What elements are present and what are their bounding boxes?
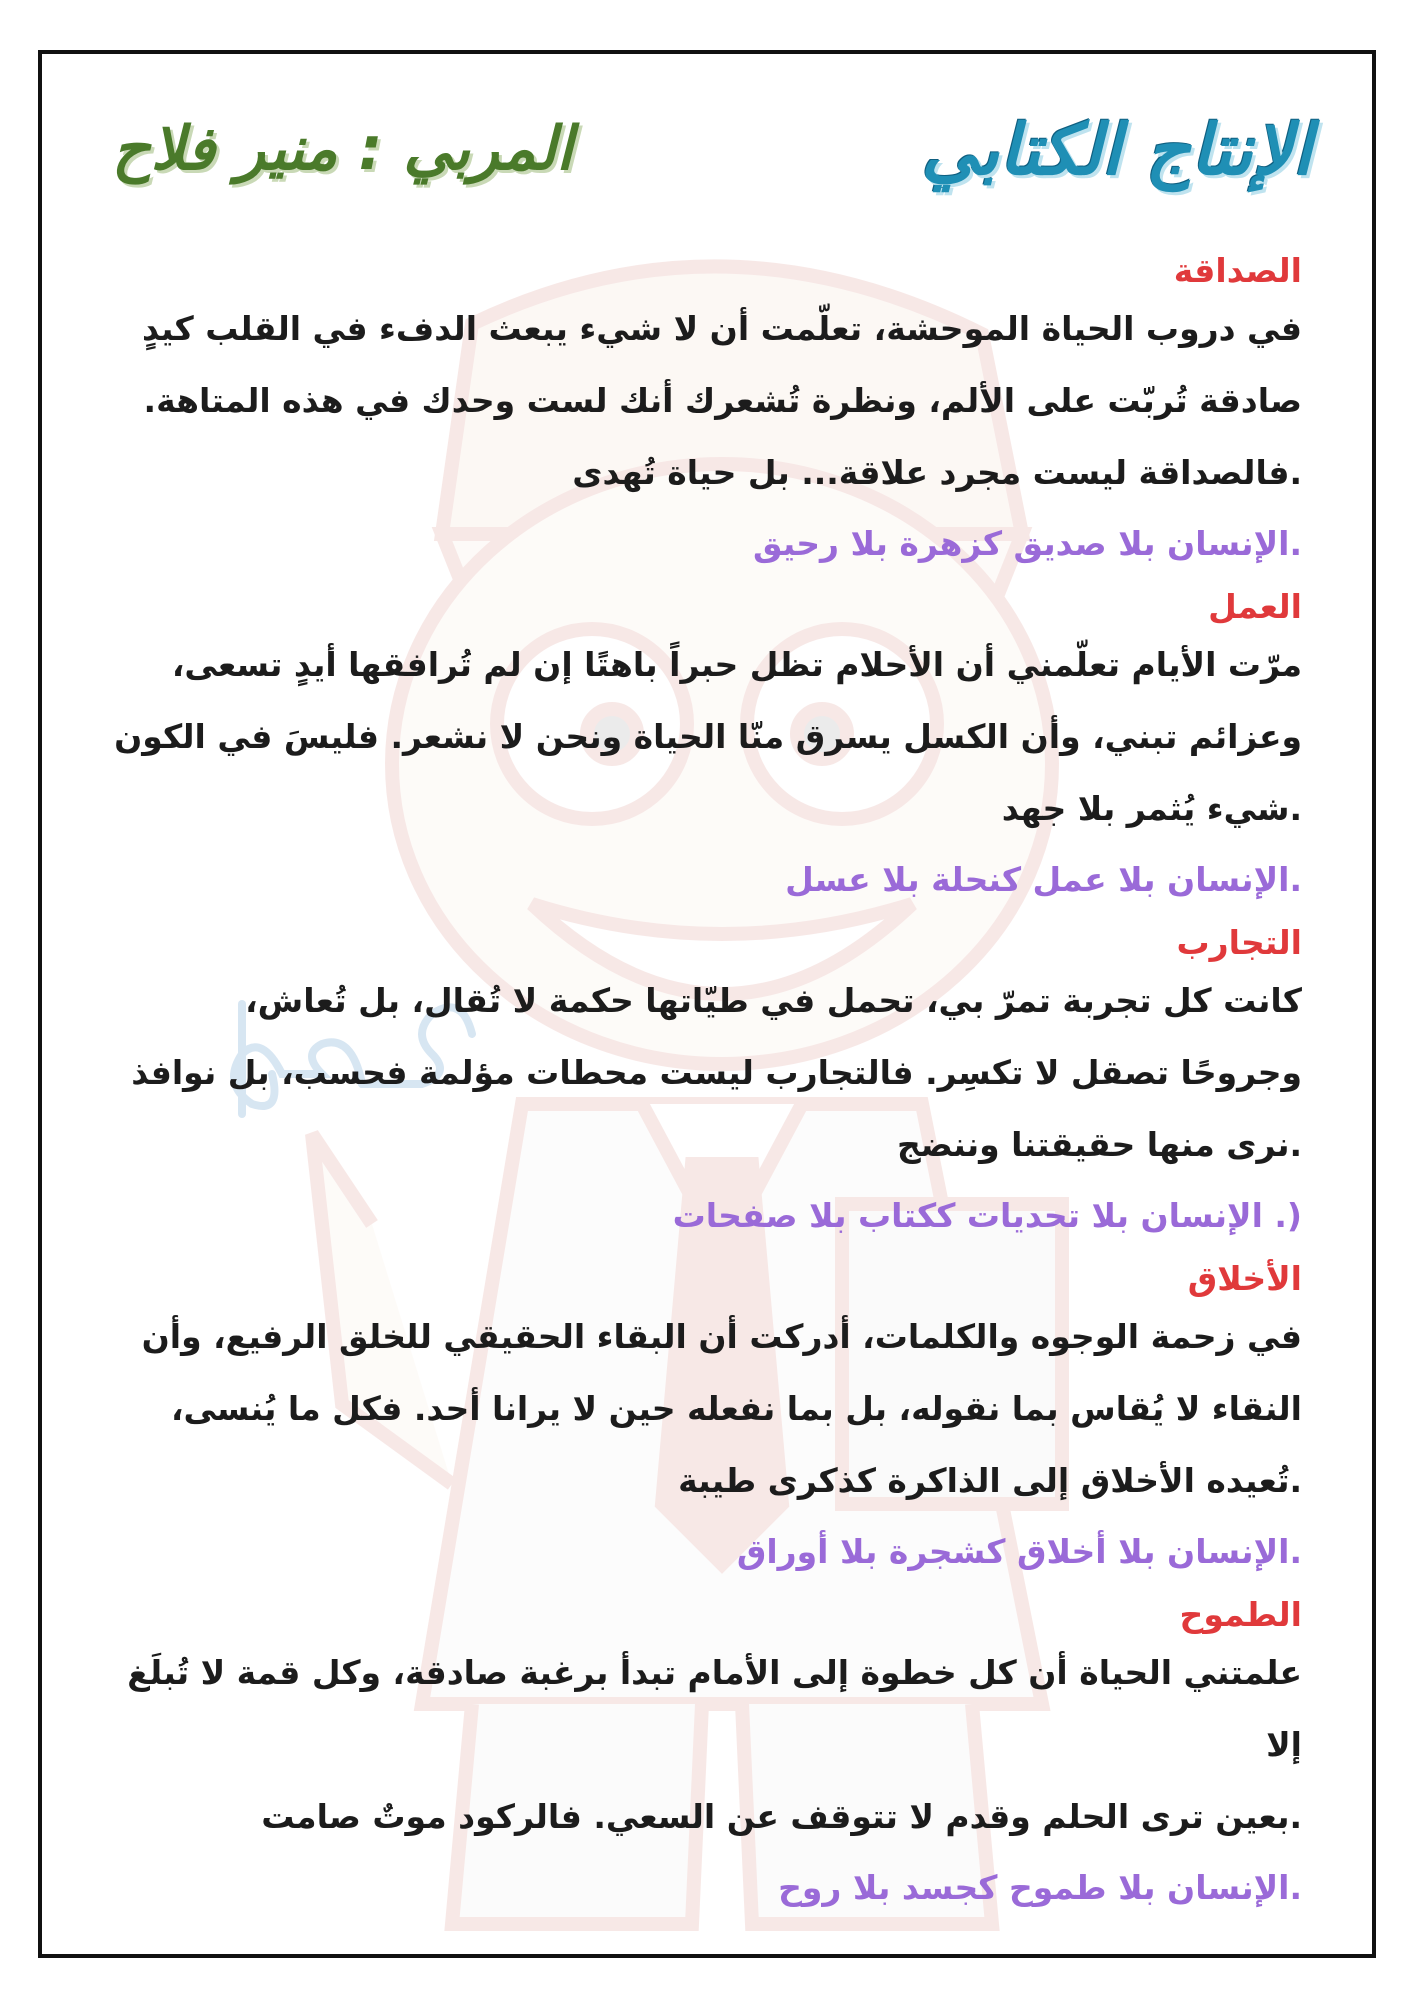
paragraph-line: وعزائم تبني، وأن الكسل يسرق منّا الحياة ونحن لا نشعر. فليسَ في الكون xyxy=(114,717,1302,756)
moral-line: .الإنسان بلا طموح كجسد بلا روح xyxy=(778,1868,1302,1907)
paragraph-line: النقاء لا يُقاس بما نقوله، بل بما نفعله حين لا يرانا أحد. فكل ما يُنسى، xyxy=(170,1389,1302,1428)
section-work xyxy=(102,585,1302,915)
section-friendship xyxy=(102,249,1302,579)
moral-line: .الإنسان بلا عمل كنحلة بلا عسل xyxy=(785,860,1302,899)
paragraph-line: .تُعيده الأخلاق إلى الذاكرة كذكرى طيبة xyxy=(678,1461,1302,1500)
paragraph-line: علمتني الحياة أن كل خطوة إلى الأمام تبدأ برغبة صادقة، وكل قمة لا تُبلَغ إلا xyxy=(127,1653,1302,1764)
section-heading: الصداقة xyxy=(1173,251,1302,290)
moral-line: (. الإنسان بلا تحديات ككتاب بلا صفحات xyxy=(672,1196,1302,1235)
moral-line: .الإنسان بلا أخلاق كشجرة بلا أوراق xyxy=(736,1532,1302,1571)
section-heading: الطموح xyxy=(1179,1595,1302,1634)
author-name: المربي : منير فلاح xyxy=(112,114,573,184)
section-morals xyxy=(102,1257,1302,1587)
page-frame xyxy=(38,50,1376,1958)
paragraph-line: .فالصداقة ليست مجرد علاقة... بل حياة تُهدى xyxy=(572,453,1302,492)
paragraph-line: وجروحًا تصقل لا تكسِر. فالتجارب ليست محطات مؤلمة فحسب، بل نوافذ xyxy=(131,1053,1302,1092)
page-title: الإنتاج الكتابي xyxy=(921,109,1312,191)
paragraph-line: .نرى منها حقيقتنا وننضج xyxy=(896,1125,1302,1164)
paragraph-line: مرّت الأيام تعلّمني أن الأحلام تظل حبراً باهتًا إن لم تُرافقها أيدٍ تسعى، xyxy=(171,645,1302,684)
section-ambition xyxy=(102,1593,1302,1923)
paragraph-line: صادقة تُربّت على الألم، ونظرة تُشعرك أنك لست وحدك في هذه المتاهة. xyxy=(143,381,1302,420)
essay-content xyxy=(102,249,1302,1929)
paragraph-line: كانت كل تجربة تمرّ بي، تحمل في طيّاتها حكمة لا تُقال، بل تُعاش، xyxy=(245,981,1302,1020)
paragraph-line: في زحمة الوجوه والكلمات، أدركت أن البقاء الحقيقي للخلق الرفيع، وأن xyxy=(141,1317,1302,1356)
paragraph-line: في دروب الحياة الموحشة، تعلّمت أن لا شيء يبعث الدفء في القلب كيدٍ xyxy=(142,309,1302,348)
section-heading: التجارب xyxy=(1176,923,1302,962)
paragraph-line: .بعين ترى الحلم وقدم لا تتوقف عن السعي. فالركود موتٌ صامت xyxy=(261,1797,1302,1836)
moral-line: .الإنسان بلا صديق كزهرة بلا رحيق xyxy=(753,524,1302,563)
paragraph-line: .شيء يُثمر بلا جهد xyxy=(1001,789,1302,828)
section-heading: الأخلاق xyxy=(1187,1259,1302,1298)
section-experiences xyxy=(102,921,1302,1251)
section-heading: العمل xyxy=(1208,587,1302,626)
